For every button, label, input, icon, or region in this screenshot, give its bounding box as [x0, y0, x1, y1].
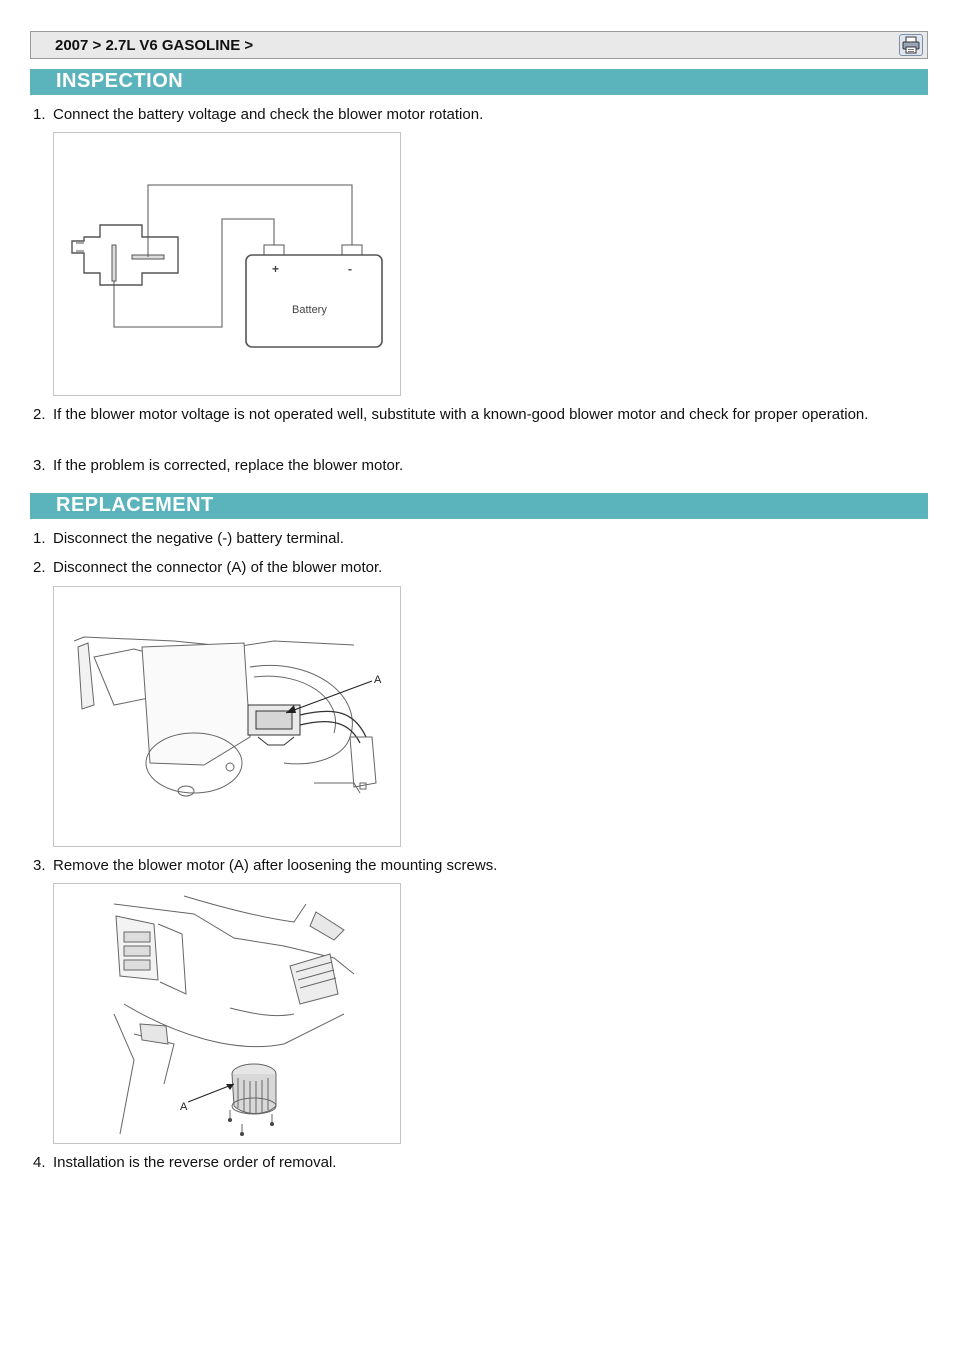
step-text: Disconnect the connector (A) of the blower motor. [53, 559, 383, 576]
step-number: 2. [33, 559, 46, 576]
step-number: 1. [33, 106, 46, 123]
battery-test-diagram [53, 132, 401, 396]
section-header-replacement [30, 493, 928, 519]
blower-connector-illustration [53, 586, 401, 847]
list-item [33, 1152, 923, 1174]
breadcrumb-text: 2007 > 2.7L V6 GASOLINE > [55, 37, 254, 54]
step-text: If the problem is corrected, replace the blower motor. [53, 457, 404, 474]
step-text: Remove the blower motor (A) after loosening the mounting screws. [53, 857, 498, 874]
step-text: Connect the battery voltage and check the blower motor rotation. [53, 106, 484, 123]
breadcrumb [30, 31, 928, 59]
print-button[interactable] [899, 34, 923, 56]
step-number: 4. [33, 1154, 46, 1171]
section-header-inspection [30, 69, 928, 95]
step-number: 2. [33, 406, 46, 423]
section-title: REPLACEMENT [56, 494, 214, 516]
step-number: 3. [33, 857, 46, 874]
list-item [33, 104, 923, 126]
list-item [33, 404, 923, 426]
callout-label-a: A [374, 674, 382, 686]
section-title: INSPECTION [56, 70, 184, 92]
blower-motor-removal-illustration [53, 883, 401, 1144]
callout-label-a: A [180, 1101, 188, 1113]
step-number: 1. [33, 530, 46, 547]
step-text: Disconnect the negative (-) battery terminal. [53, 530, 344, 547]
list-item [33, 855, 923, 877]
list-item [33, 528, 923, 550]
printer-icon [900, 35, 922, 55]
step-text: Installation is the reverse order of removal. [53, 1154, 337, 1171]
battery-positive-label: + [272, 262, 280, 276]
step-number: 3. [33, 457, 46, 474]
list-item [33, 455, 923, 477]
battery-negative-label: - [348, 262, 352, 276]
list-item [33, 557, 923, 579]
step-text: If the blower motor voltage is not operated well, substitute with a known-good blower motor and check for proper operation. [53, 406, 869, 423]
battery-label: Battery [292, 304, 327, 316]
